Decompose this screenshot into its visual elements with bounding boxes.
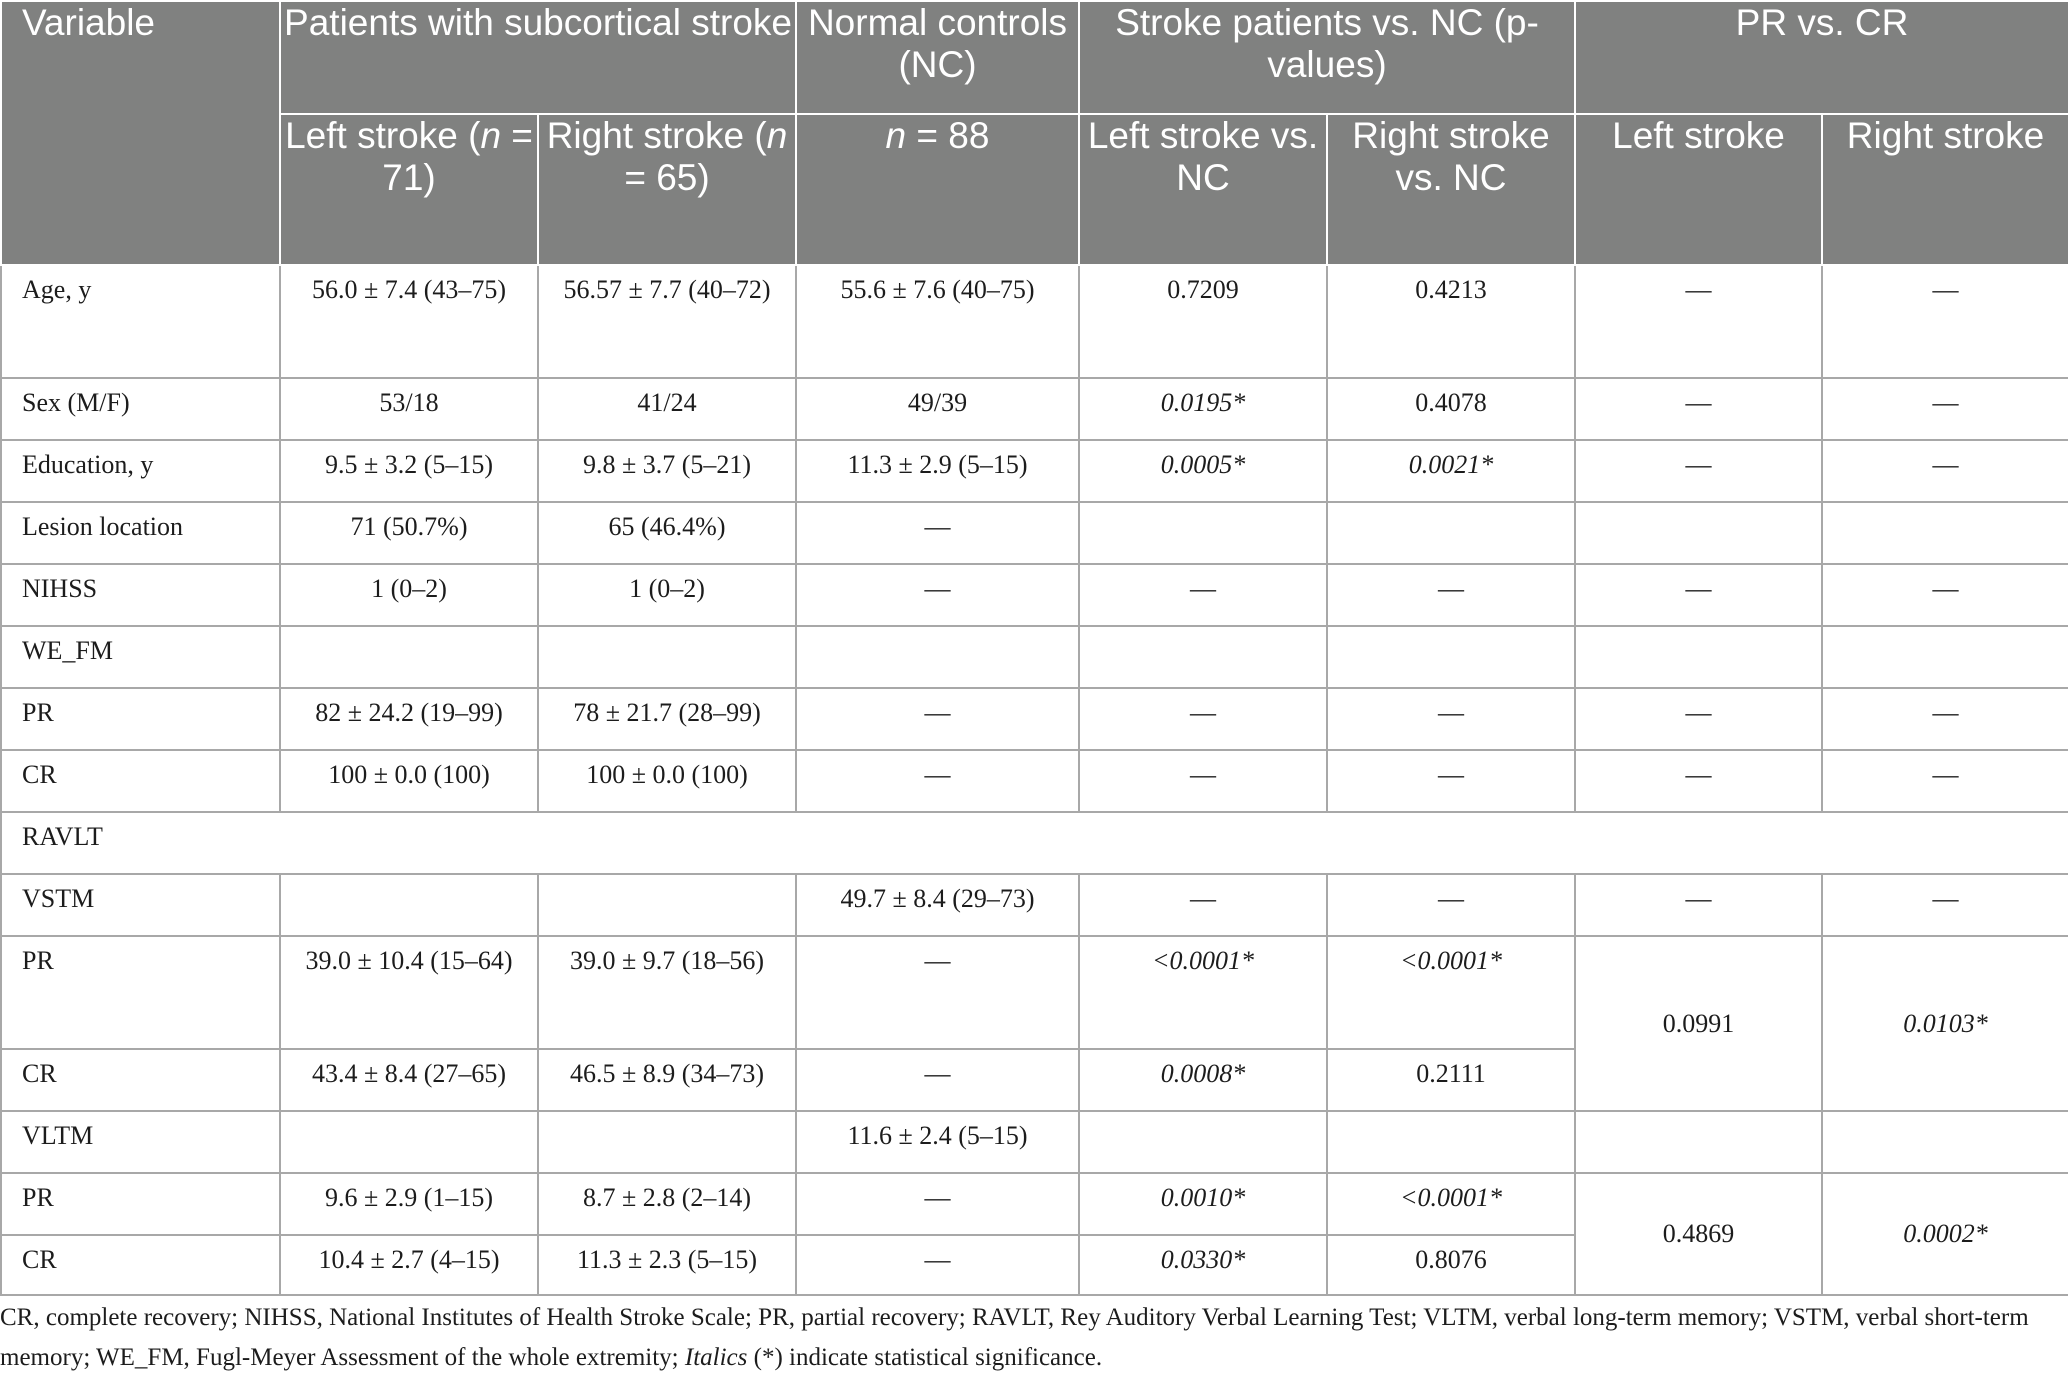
cell-right: 46.5 ± 8.9 (34–73)	[538, 1049, 796, 1111]
header-left-stroke: Left stroke (n = 71)	[280, 114, 538, 265]
section-label: RAVLT	[1, 812, 2068, 874]
cell-nc: —	[796, 688, 1079, 750]
cell-right	[538, 1111, 796, 1173]
cell-right: 8.7 ± 2.8 (2–14)	[538, 1173, 796, 1235]
cell-prcr-right	[1822, 502, 2068, 564]
footnote-tail: (*) indicate statistical significance.	[747, 1344, 1103, 1371]
cell-left	[280, 626, 538, 688]
cell-left: 53/18	[280, 378, 538, 440]
cell-prcr-right: —	[1822, 688, 2068, 750]
cell-p-right: 0.2111	[1327, 1049, 1575, 1111]
cell-p-right: 0.8076	[1327, 1235, 1575, 1295]
cell-nc: —	[796, 1173, 1079, 1235]
cell-nc: 49.7 ± 8.4 (29–73)	[796, 874, 1079, 936]
cell-prcr-right: —	[1822, 440, 2068, 502]
row-label: PR	[1, 688, 280, 750]
cell-prcr-right: 0.0103*	[1822, 936, 2068, 1111]
cell-nc: —	[796, 936, 1079, 1049]
cell-p-right: —	[1327, 564, 1575, 626]
row-label: Education, y	[1, 440, 280, 502]
row-label: VSTM	[1, 874, 280, 936]
cell-prcr-right: —	[1822, 874, 2068, 936]
cell-p-left: —	[1079, 750, 1327, 812]
cell-p-right: —	[1327, 750, 1575, 812]
cell-right	[538, 626, 796, 688]
header-stroke-vs-nc: Stroke patients vs. NC (p-values)	[1079, 1, 1575, 114]
table-row	[1, 378, 2068, 440]
header-left-vs-nc: Left stroke vs. NC	[1079, 114, 1327, 265]
cell-prcr-left: —	[1575, 750, 1822, 812]
cell-p-left: 0.0330*	[1079, 1235, 1327, 1295]
cell-left: 71 (50.7%)	[280, 502, 538, 564]
footnote-italics: Italics	[684, 1344, 748, 1371]
cell-p-right	[1327, 502, 1575, 564]
table-row	[1, 936, 2068, 1049]
table-row	[1, 1173, 2068, 1235]
cell-nc	[796, 626, 1079, 688]
cell-nc: 11.6 ± 2.4 (5–15)	[796, 1111, 1079, 1173]
cell-p-right	[1327, 1111, 1575, 1173]
cell-p-right: 0.4078	[1327, 378, 1575, 440]
cell-p-left: 0.0005*	[1079, 440, 1327, 502]
row-label: NIHSS	[1, 564, 280, 626]
cell-prcr-right: —	[1822, 265, 2068, 378]
cell-prcr-left	[1575, 626, 1822, 688]
table-row	[1, 440, 2068, 502]
cell-prcr-right: 0.0002*	[1822, 1173, 2068, 1295]
cell-p-right: —	[1327, 874, 1575, 936]
cell-left: 9.5 ± 3.2 (5–15)	[280, 440, 538, 502]
cell-p-right	[1327, 626, 1575, 688]
table-row	[1, 874, 2068, 936]
header-right-stroke: Right stroke (n = 65)	[538, 114, 796, 265]
cell-p-right: 0.4213	[1327, 265, 1575, 378]
cell-prcr-right	[1822, 626, 2068, 688]
row-label: VLTM	[1, 1111, 280, 1173]
table-row	[1, 265, 2068, 378]
cell-left: 56.0 ± 7.4 (43–75)	[280, 265, 538, 378]
row-label: CR	[1, 750, 280, 812]
cell-nc: 55.6 ± 7.6 (40–75)	[796, 265, 1079, 378]
row-label: WE_FM	[1, 626, 280, 688]
table-footnote	[0, 1298, 2060, 1378]
cell-prcr-right	[1822, 1111, 2068, 1173]
cell-prcr-left: 0.0991	[1575, 936, 1822, 1111]
row-label: Sex (M/F)	[1, 378, 280, 440]
cell-right: 56.57 ± 7.7 (40–72)	[538, 265, 796, 378]
cell-right: 39.0 ± 9.7 (18–56)	[538, 936, 796, 1049]
table-row	[1, 812, 2068, 874]
row-label: PR	[1, 936, 280, 1049]
table-row	[1, 1111, 2068, 1173]
cell-right: 11.3 ± 2.3 (5–15)	[538, 1235, 796, 1295]
cell-nc: 49/39	[796, 378, 1079, 440]
cell-left	[280, 1111, 538, 1173]
cell-prcr-left: 0.4869	[1575, 1173, 1822, 1295]
cell-p-left	[1079, 502, 1327, 564]
cell-right: 1 (0–2)	[538, 564, 796, 626]
header-patients: Patients with subcortical stroke	[280, 1, 796, 114]
cell-p-right: <0.0001*	[1327, 936, 1575, 1049]
cell-prcr-left: —	[1575, 874, 1822, 936]
cell-p-left: —	[1079, 564, 1327, 626]
cell-right: 78 ± 21.7 (28–99)	[538, 688, 796, 750]
row-label: PR	[1, 1173, 280, 1235]
table-body	[1, 265, 2068, 1295]
footnote-main: CR, complete recovery; NIHSS, National Institutes of Health Stroke Scale; PR, partial recovery; RAVLT, Rey Auditory Verbal Learning Test; VLTM, verbal long-term memory; VSTM, verbal short-term memory; WE_FM, Fugl-Meyer Assessment of the whole extremity;	[0, 1304, 2029, 1371]
cell-left	[280, 874, 538, 936]
table-row	[1, 564, 2068, 626]
cell-nc: —	[796, 750, 1079, 812]
header-normal-controls: Normal controls (NC)	[796, 1, 1079, 114]
cell-prcr-left: —	[1575, 564, 1822, 626]
row-label: Lesion location	[1, 502, 280, 564]
cell-prcr-right: —	[1822, 564, 2068, 626]
header-right-vs-nc: Right stroke vs. NC	[1327, 114, 1575, 265]
cell-p-left: 0.0195*	[1079, 378, 1327, 440]
cell-left: 1 (0–2)	[280, 564, 538, 626]
cell-p-right: 0.0021*	[1327, 440, 1575, 502]
cell-prcr-left: —	[1575, 378, 1822, 440]
cell-left: 39.0 ± 10.4 (15–64)	[280, 936, 538, 1049]
header-row-2	[1, 114, 2068, 265]
header-prcr-left: Left stroke	[1575, 114, 1822, 265]
cell-left: 82 ± 24.2 (19–99)	[280, 688, 538, 750]
table-row	[1, 502, 2068, 564]
row-label: CR	[1, 1049, 280, 1111]
cell-p-right: <0.0001*	[1327, 1173, 1575, 1235]
row-label: CR	[1, 1235, 280, 1295]
cell-p-right: —	[1327, 688, 1575, 750]
cell-p-left	[1079, 626, 1327, 688]
header-pr-vs-cr: PR vs. CR	[1575, 1, 2068, 114]
cell-right: 41/24	[538, 378, 796, 440]
cell-prcr-right: —	[1822, 378, 2068, 440]
table-row	[1, 626, 2068, 688]
cell-prcr-left: —	[1575, 688, 1822, 750]
cell-nc: —	[796, 1049, 1079, 1111]
cell-left: 10.4 ± 2.7 (4–15)	[280, 1235, 538, 1295]
table-header	[1, 1, 2068, 265]
cell-p-left: —	[1079, 874, 1327, 936]
cell-right: 9.8 ± 3.7 (5–21)	[538, 440, 796, 502]
cell-left: 9.6 ± 2.9 (1–15)	[280, 1173, 538, 1235]
header-prcr-right: Right stroke	[1822, 114, 2068, 265]
cell-prcr-right: —	[1822, 750, 2068, 812]
cell-prcr-left	[1575, 1111, 1822, 1173]
cell-p-left: 0.0010*	[1079, 1173, 1327, 1235]
cell-prcr-left	[1575, 502, 1822, 564]
cell-nc: 11.3 ± 2.9 (5–15)	[796, 440, 1079, 502]
cell-nc: —	[796, 564, 1079, 626]
cell-left: 100 ± 0.0 (100)	[280, 750, 538, 812]
cell-p-left: —	[1079, 688, 1327, 750]
table-row	[1, 750, 2068, 812]
header-variable: Variable	[1, 1, 280, 265]
cell-right: 65 (46.4%)	[538, 502, 796, 564]
table-row	[1, 688, 2068, 750]
cell-nc: —	[796, 502, 1079, 564]
cell-prcr-left: —	[1575, 440, 1822, 502]
cell-p-left: <0.0001*	[1079, 936, 1327, 1049]
cell-prcr-left: —	[1575, 265, 1822, 378]
cell-left: 43.4 ± 8.4 (27–65)	[280, 1049, 538, 1111]
cell-right: 100 ± 0.0 (100)	[538, 750, 796, 812]
cell-p-left: 0.7209	[1079, 265, 1327, 378]
header-nc-n: n = 88	[796, 114, 1079, 265]
cell-p-left	[1079, 1111, 1327, 1173]
cell-nc: —	[796, 1235, 1079, 1295]
cell-p-left: 0.0008*	[1079, 1049, 1327, 1111]
header-row-1	[1, 1, 2068, 114]
row-label: Age, y	[1, 265, 280, 378]
cell-right	[538, 874, 796, 936]
